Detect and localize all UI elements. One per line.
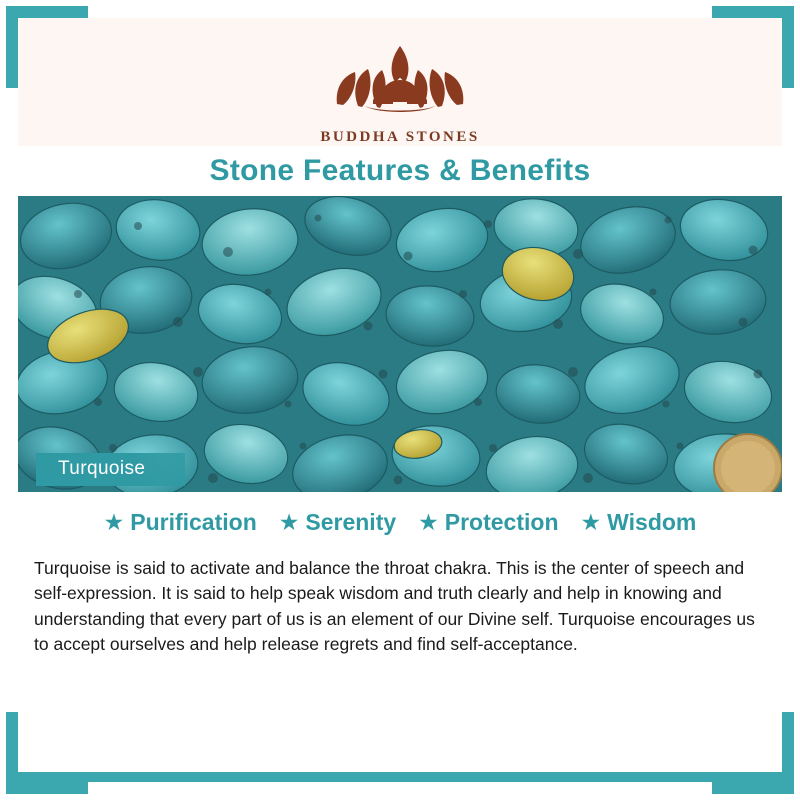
benefit-item xyxy=(418,509,558,536)
turquoise-stones-photo xyxy=(18,196,782,492)
brand-name: BUDDHA STONES xyxy=(320,129,480,145)
star-icon: ★ xyxy=(103,508,125,535)
benefit-label: Purification xyxy=(130,508,257,535)
benefit-label: Serenity xyxy=(305,508,397,535)
lotus-meditation-icon xyxy=(325,32,475,123)
title-band xyxy=(18,146,782,196)
star-icon: ★ xyxy=(418,508,439,535)
stone-name-label: Turquoise xyxy=(36,453,185,486)
bottom-divider xyxy=(18,772,782,782)
page-title: Stone Features & Benefits xyxy=(209,154,591,187)
header-panel xyxy=(18,18,782,196)
star-icon: ★ xyxy=(278,508,300,535)
benefit-item xyxy=(581,509,697,536)
stone-description: Turquoise is said to activate and balance the throat chakra. This is the center of speech and self-expression. It is said to help speak wisdom and truth clearly and help in knowing and understanding that every part of us is an element of our Divine self. Turquoise encourages us to accept ourselves and help release regrets and find self-acceptance. xyxy=(34,558,755,655)
stone-photo xyxy=(18,196,782,492)
benefit-label: Wisdom xyxy=(607,508,697,535)
benefit-label: Protection xyxy=(444,508,559,535)
brand-logo xyxy=(320,32,479,146)
benefit-item xyxy=(279,509,396,536)
benefits-row xyxy=(18,492,782,552)
star-icon: ★ xyxy=(580,508,602,535)
benefit-item xyxy=(104,509,257,536)
